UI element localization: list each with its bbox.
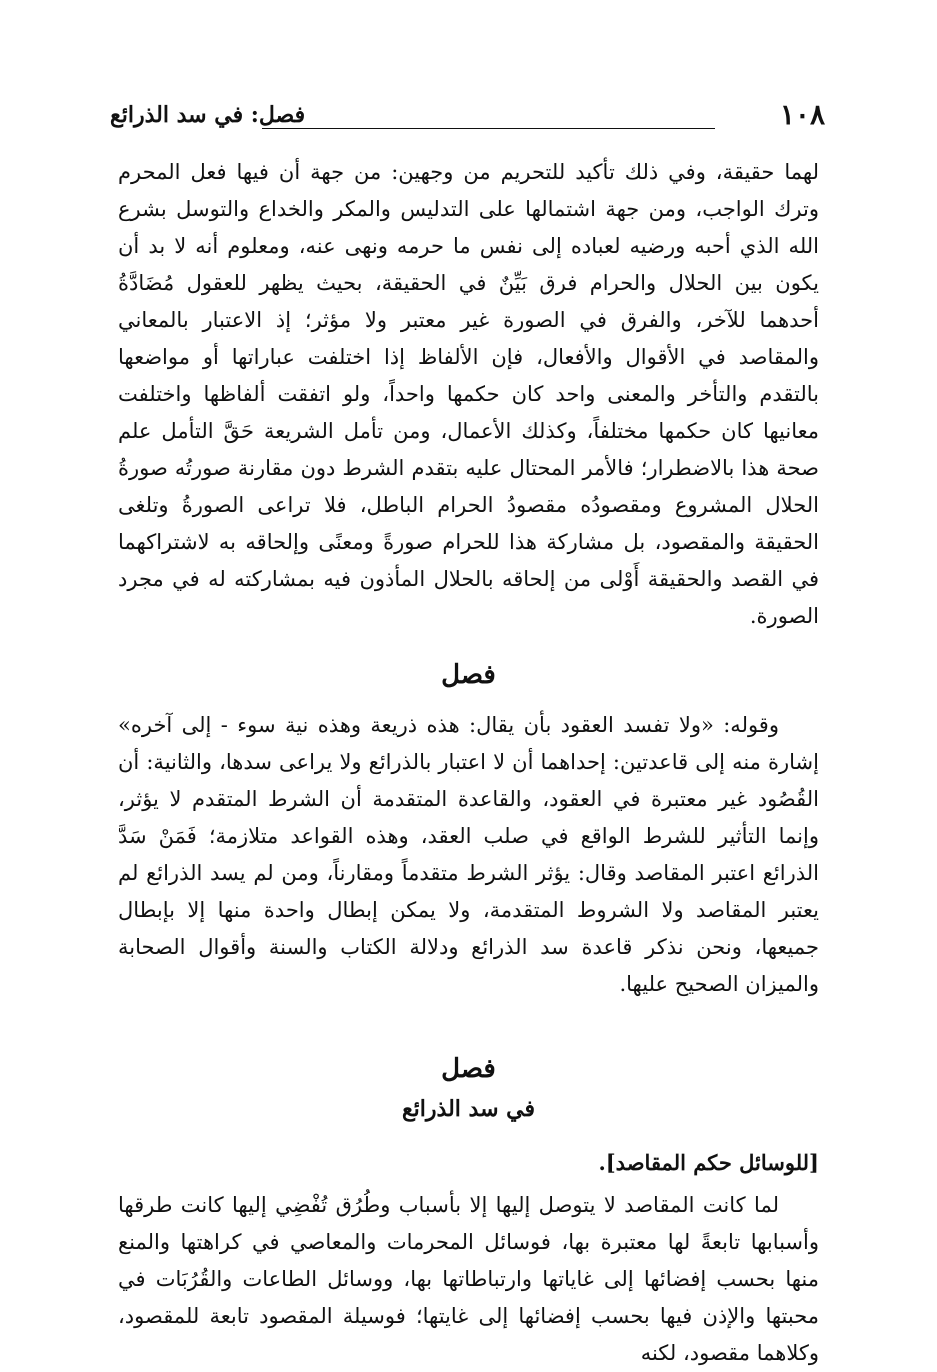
section1-paragraph: لهما حقيقة، وفي ذلك تأكيد للتحريم من وجهين: من جهة أن فيها فعل المحرم وترك الواجب، ومن جهة اشتمالها على التدليس والمكر والخداع والتوسل بشرع الله الذي أحبه ورضيه لعباده إلى نفس ما حرمه ونهى عنه، ومعلوم أنه لا بد أن يكون بين الحلال والحرام فرق بَيِّنٌ في الحقيقة، بحيث يظهر للعقول مُضَادَّةُ أحدهما للآخر، والفرق في الصورة غير معتبر ولا مؤثر؛ إذ الاعتبار بالمعاني والمقاصد في الأقوال والأفعال، فإن الألفاظ إذا اختلفت عباراتها أو مواضعها بالتقدم والتأخر والمعنى واحد كان حكمها واحداً، ولو اتفقت ألفاظها واختلفت معانيها كان حكمها مختلفاً، وكذلك الأعمال، ومن تأمل الشريعة حَقَّ التأمل علم صحة هذا بالاضطرار؛ فالأمر المحتال عليه بتقدم الشرط دون مقارنة صورتُه صورةُ الحلال المشروع ومقصودُه مقصودُ الحرام الباطل، فلا تراعى الصورةُ وتلغى الحقيقة والمقصود، بل مشاركة هذا للحرام صورةً ومعنًى وإلحاقه به لاشتراكهما في القصد والحقيقة أَوْلى من إلحاقه بالحلال المأذون فيه بمشاركته له في مجرد الصورة. [118,160,819,628]
section2-heading: فصل [441,660,496,690]
section3-paragraph: لما كانت المقاصد لا يتوصل إليها إلا بأسباب وطُرُق تُفْضِي إليها كانت طرقها وأسبابها تابعةً لها معتبرة بها، فوسائل المحرمات والمعاصي في كراهتها والمنع منها بحسب إفضائها إلى غاياتها وارتباطاتها بها، ووسائل الطاعات والقُرُبَات في محبتها والإذن فيها بحسب إفضائها إلى غايتها؛ فوسيلة المقصود تابعة للمقصود، وكلاهما مقصود، لكنه [118,1193,819,1365]
header-rule [262,128,715,129]
section3-subheading: في سد الذرائع [401,1096,536,1122]
section3-label: [للوسائل حكم المقاصد]. [598,1150,819,1175]
page-body [118,154,819,1372]
section2-paragraph: وقوله: «ولا تفسد العقود بأن يقال: هذه ذريعة وهذه نية سوء - إلى آخره» إشارة منه إلى قاعدتين: إحداهما أن لا اعتبار بالذرائع ولا يراعى سدها، والثانية: أن القُصُود غير معتبرة في العقود، والقاعدة المتقدمة أن الشرط المتقدم لا يؤثر، وإنما التأثير للشرط الواقع في صلب العقد، وهذه القواعد متلازمة؛ فَمَنْ سَدَّ الذرائع اعتبر المقاصد وقال: يؤثر الشرط متقدماً ومقارناً، ومن لم يسد الذرائع لم يعتبر المقاصد ولا الشروط المتقدمة، ولا يمكن إبطال واحدة منها إلا بإبطال جميعها، ونحن نذكر قاعدة سد الذرائع ودلالة الكتاب والسنة وأقوال الصحابة والميزان الصحيح عليها. [118,713,819,996]
page-number: ١٠٨ [779,98,825,131]
running-head: فصل: في سد الذرائع [110,102,306,128]
section3-heading: فصل [441,1054,496,1084]
page-header [110,96,825,136]
